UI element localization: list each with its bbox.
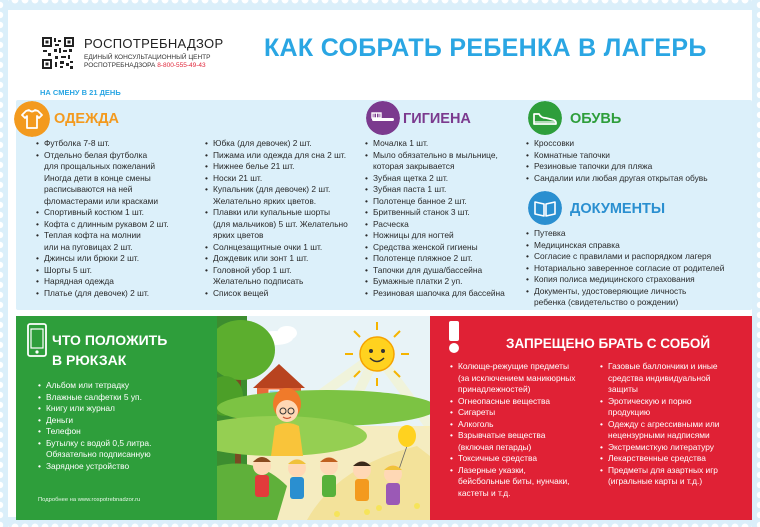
list-item: • Тапочки для душа/бассейна (365, 265, 525, 277)
stamp-border-left (0, 0, 8, 527)
list-item: • Документы, удостоверяющие личность (526, 286, 748, 298)
qr-code-icon[interactable] (41, 36, 75, 70)
list-item: • Взрывчатые вещества (450, 430, 600, 442)
list-item: Иногда дети в конце смены (44, 172, 151, 183)
list-item: нецензурными надписями (608, 430, 710, 440)
clothes-title: ОДЕЖДА (54, 111, 119, 127)
list-item: • Шорты 5 шт. (36, 265, 204, 277)
org-subtitle (84, 54, 210, 70)
list-item: • Медицинская справка (526, 240, 748, 252)
shoes-list (526, 138, 746, 184)
org-name: РОСПОТРЕБНАДЗОР (84, 36, 224, 51)
list-item: • Нарядная одежда (36, 276, 204, 288)
list-item: • Спортивный костюм 1 шт. (36, 207, 204, 219)
backpack-footnote[interactable]: Подробнее на www.rospotrebnadzor.ru (38, 497, 141, 503)
list-item: средства индивидуальной (608, 372, 711, 383)
stamp-border-top (0, 0, 760, 10)
list-item: • Зубная паста 1 шт. (365, 184, 525, 196)
list-item: • Путевка (526, 228, 748, 240)
list-item: • Согласие с правилами и распорядком лагеря (526, 251, 748, 263)
camp-illustration (217, 316, 430, 520)
list-item: • Токсичные средства (450, 453, 600, 465)
list-item: • Носки 21 шт. (205, 173, 365, 185)
list-item: • Джинсы или брюки 2 шт. (36, 253, 204, 265)
phone-icon (20, 320, 54, 362)
list-item: • Мочалка 1 шт. (365, 138, 525, 150)
list-item: которая закрывается (373, 161, 455, 171)
list-item: • Нотариально заверенное согласие от родителей (526, 263, 748, 275)
list-item: • Зарядное устройство (38, 461, 213, 473)
stamp-border-right (752, 0, 760, 527)
list-item: • Огнеопасные вещества (450, 396, 600, 408)
list-item: • Дождевик или зонт 1 шт. (205, 253, 365, 265)
list-item: • Мыло обязательно в мыльнице, (365, 150, 525, 162)
list-item: • Средства женской гигиены (365, 242, 525, 254)
backpack-title-line2: В РЮКЗАК (52, 352, 127, 368)
org-hotline-label: РОСПОТРЕБНАДЗОРА (84, 62, 156, 69)
list-item: фломастерами или красками (44, 195, 159, 206)
list-item: (включая петарды) (458, 441, 532, 452)
list-item: • Сандалии или любая другая открытая обувь (526, 173, 746, 185)
shift-label: НА СМЕНУ В 21 ДЕНЬ (40, 88, 121, 97)
list-item: • Одежду с агрессивными или (600, 419, 750, 431)
list-item: для прощальных пожеланий (44, 161, 156, 171)
list-item: • Резиновые тапочки для пляжа (526, 161, 746, 173)
backpack-title-line1: ЧТО ПОЛОЖИТЬ (52, 332, 168, 348)
list-item: • Полотенце банное 2 шт. (365, 196, 525, 208)
list-item: • Книгу или журнал (38, 403, 213, 415)
list-item: • Экстремисткую литературу (600, 442, 750, 454)
list-item: • Полотенце пляжное 2 шт. (365, 253, 525, 265)
list-item: (игральные карты и т.д.) (608, 476, 703, 486)
list-item: • Сигареты (450, 407, 600, 419)
list-item: • Лекарственные средства (600, 453, 750, 465)
list-item: • Платье (для девочек) 2 шт. (36, 288, 204, 300)
exclamation-icon (440, 318, 468, 354)
list-item: Желательно подписать (213, 276, 304, 286)
list-item: ярких цветов (213, 230, 264, 240)
list-item: • Теплая кофта на молнии (36, 230, 204, 242)
list-item: • Ножницы для ногтей (365, 230, 525, 242)
list-item: (для мальчиков) 5 шт. Желательно (213, 218, 348, 229)
documents-list (526, 228, 748, 309)
list-item: • Деньги (38, 415, 213, 427)
list-item: продукцию (608, 407, 651, 417)
list-item: • Список вещей (205, 288, 365, 300)
list-item: • Купальник (для девочек) 2 шт. (205, 184, 365, 196)
list-item: защиты (608, 384, 638, 394)
list-item: • Эротическую и порно (600, 396, 750, 408)
list-item: • Альбом или тетрадку (38, 380, 213, 392)
list-item: • Бутылку с водой 0,5 литра. (38, 438, 213, 450)
documents-title: ДОКУМЕНТЫ (570, 201, 666, 217)
list-item: • Нижнее белье 21 шт. (205, 161, 365, 173)
list-item: • Комнатные тапочки (526, 150, 746, 162)
list-item: Желательно ярких цветов. (213, 195, 317, 206)
forbidden-list-left (450, 361, 600, 499)
toothbrush-icon (366, 101, 400, 135)
tshirt-icon (14, 101, 50, 137)
list-item: • Резиновая шапочка для бассейна (365, 288, 525, 300)
list-item: • Головной убор 1 шт. (205, 265, 365, 277)
backpack-title (52, 330, 167, 370)
list-item: ребенка (свидетельство о рождении) (534, 297, 679, 307)
list-item: расписываются на ней (44, 184, 133, 194)
list-item: • Кроссовки (526, 138, 746, 150)
list-item: или на пуговицах 2 шт. (44, 241, 133, 252)
clothes-list-left (36, 138, 204, 299)
backpack-section (16, 316, 217, 520)
list-item: • Бритвенный станок 3 шт. (365, 207, 525, 219)
list-item: • Бумажные платки 2 уп. (365, 276, 525, 288)
list-item: • Лазерные указки, (450, 465, 600, 477)
list-item: • Копия полиса медицинского страхования (526, 274, 748, 286)
list-item: • Пижама или одежда для сна 2 шт. (205, 150, 365, 162)
list-item: бейсбольные биты, нунчаки, (458, 476, 570, 486)
list-item: • Предметы для азартных игр (600, 465, 750, 477)
list-item: • Отдельно белая футболка (36, 150, 204, 162)
org-hotline (84, 62, 210, 70)
hygiene-list (365, 138, 525, 299)
list-item: • Алкоголь (450, 419, 600, 431)
list-item: • Солнцезащитные очки 1 шт. (205, 242, 365, 254)
backpack-list (38, 380, 213, 472)
forbidden-title: ЗАПРЕЩЕНО БРАТЬ С СОБОЙ (506, 336, 711, 351)
shoes-title: ОБУВЬ (570, 111, 622, 127)
list-item: • Газовые баллончики и иные (600, 361, 750, 373)
list-item: Обязательно подписанную (46, 449, 151, 459)
list-item: • Влажные салфетки 5 уп. (38, 392, 213, 404)
forbidden-section (430, 316, 752, 520)
clothes-list-right (205, 138, 365, 299)
list-item: кастеты и т.д. (458, 487, 511, 498)
book-icon (528, 191, 562, 225)
page-title: КАК СОБРАТЬ РЕБЕНКА В ЛАГЕРЬ (264, 34, 707, 62)
list-item: • Зубная щетка 2 шт. (365, 173, 525, 185)
list-item: • Телефон (38, 426, 213, 438)
list-item: • Кофта с длинным рукавом 2 шт. (36, 219, 204, 231)
list-item: • Футболка 7-8 шт. (36, 138, 204, 150)
list-item: • Колюще-режущие предметы (450, 361, 600, 373)
list-item: • Юбка (для девочек) 2 шт. (205, 138, 365, 150)
list-item: • Плавки или купальные шорты (205, 207, 365, 219)
forbidden-list-right (600, 361, 750, 488)
sneaker-icon (528, 101, 562, 135)
list-item: (за исключением маникюрных (458, 372, 576, 383)
list-item: • Расческа (365, 219, 525, 231)
hygiene-title: ГИГИЕНА (403, 111, 471, 127)
org-hotline-phone[interactable]: 8-800-555-49-43 (157, 62, 206, 69)
list-item: принадлежностей) (458, 384, 531, 394)
org-center: ЕДИНЫЙ КОНСУЛЬТАЦИОННЫЙ ЦЕНТР (84, 54, 211, 61)
